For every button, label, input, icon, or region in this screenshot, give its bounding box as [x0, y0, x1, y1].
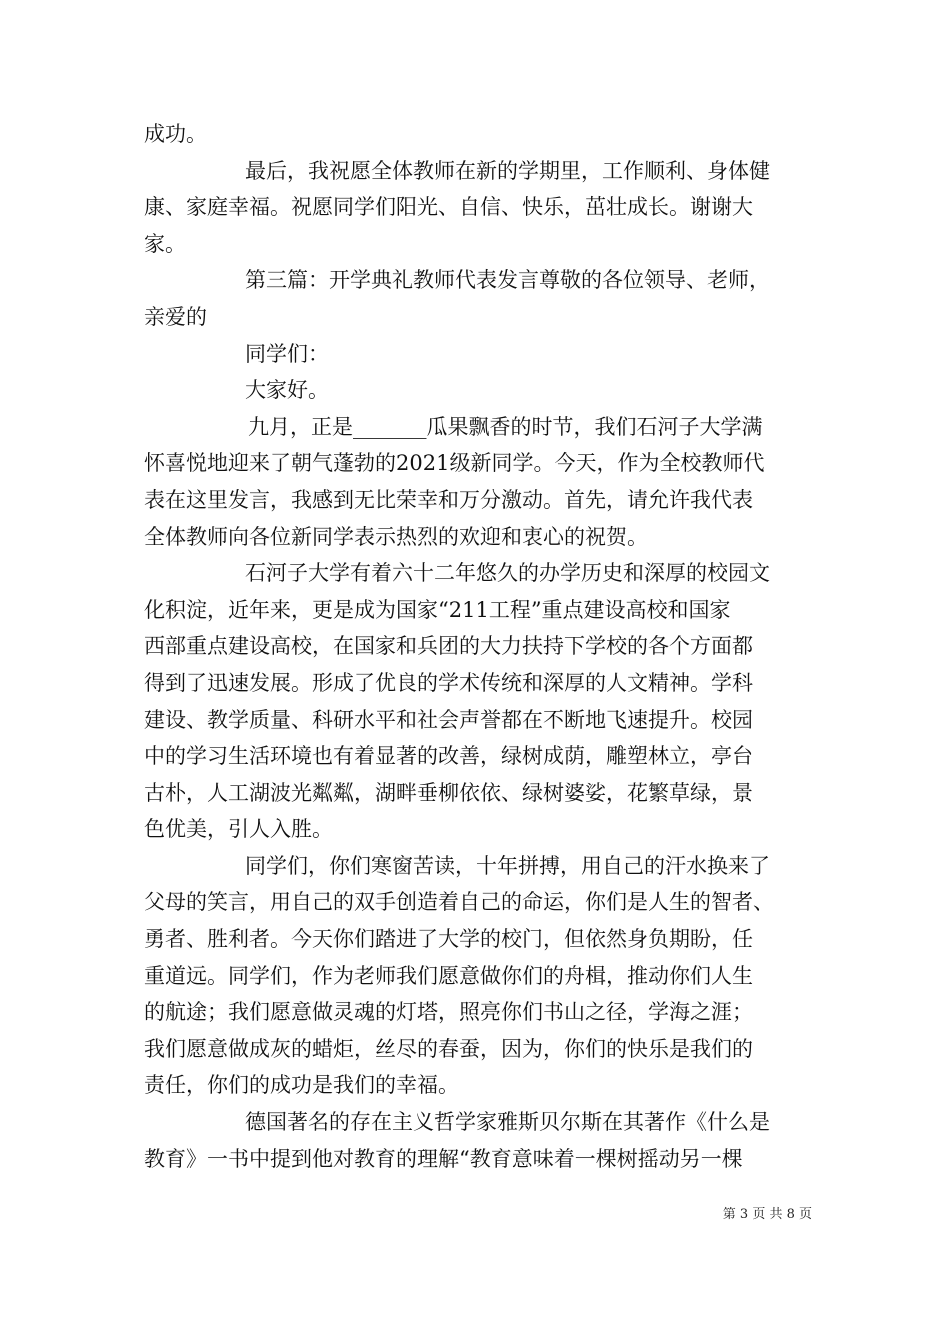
text-line: 亲爱的: [144, 304, 207, 329]
text-line: 全体教师向各位新同学表示热烈的欢迎和衷心的祝贺。: [144, 524, 648, 549]
text-line: 同学们，你们寒窗苦读，十年拼搏，用自己的汗水换来了: [245, 853, 770, 878]
text-line: 家。: [144, 231, 186, 256]
text-line: 色优美，引人入胜。: [144, 817, 333, 842]
text-line: 康、家庭幸福。祝愿同学们阳光、自信、快乐，茁壮成长。谢谢大: [144, 195, 753, 220]
text-line: 建设、教学质量、科研水平和社会声誉都在不断地飞速提升。校园: [144, 707, 753, 732]
body-text: [144, 116, 812, 1177]
text-line: 西部重点建设高校，在国家和兵团的大力扶持下学校的各个方面都: [144, 634, 753, 659]
text-line: 九月，正是_______瓜果飘香的时节，我们石河子大学满: [248, 414, 763, 439]
text-line: 第三篇：开学典礼教师代表发言尊敬的各位领导、老师，: [245, 268, 770, 293]
text-line: 父母的笑言，用自己的双手创造着自己的命运，你们是人生的智者、: [144, 890, 774, 915]
text-line: 得到了迅速发展。形成了优良的学术传统和深厚的人文精神。学科: [144, 670, 753, 695]
text-line: 责任，你们的成功是我们的幸福。: [144, 1073, 459, 1098]
text-line: 同学们：: [245, 341, 329, 366]
text-line: 古朴，人工湖波光粼粼，湖畔垂柳依依、绿树婆娑，花繁草绿，景: [144, 780, 753, 805]
text-line: 德国著名的存在主义哲学家雅斯贝尔斯在其著作《什么是: [245, 1110, 770, 1135]
text-line: 化积淀，近年来，更是成为国家“211工程”重点建设高校和国家: [144, 597, 731, 622]
text-line: 教育》一书中提到他对教育的理解“教育意味着一棵树摇动另一棵: [144, 1146, 743, 1171]
text-line: 我们愿意做成灰的蜡炬，丝尽的春蚕，因为，你们的快乐是我们的: [144, 1036, 753, 1061]
text-line: 中的学习生活环境也有着显著的改善，绿树成荫，雕塑林立，亭台: [144, 744, 753, 769]
text-line: 重道远。同学们，作为老师我们愿意做你们的舟楫，推动你们人生: [144, 963, 753, 988]
text-line: 成功。: [144, 122, 207, 146]
page-number: 第 3 页 共 8 页: [722, 1207, 812, 1222]
text-line: 表在这里发言，我感到无比荣幸和万分激动。首先，请允许我代表: [144, 487, 753, 512]
text-line: 的航途；我们愿意做灵魂的灯塔，照亮你们书山之径，学海之涯；: [144, 1000, 753, 1025]
text-line: 勇者、胜利者。今天你们踏进了大学的校门，但依然身负期盼，任: [144, 927, 753, 952]
text-line: 大家好。: [245, 378, 329, 403]
text-line: 最后，我祝愿全体教师在新的学期里，工作顺利、身体健: [245, 158, 770, 183]
text-line: 石河子大学有着六十二年悠久的办学历史和深厚的校园文: [245, 561, 770, 586]
text-line: 怀喜悦地迎来了朝气蓬勃的2021级新同学。今天，作为全校教师代: [144, 451, 765, 476]
